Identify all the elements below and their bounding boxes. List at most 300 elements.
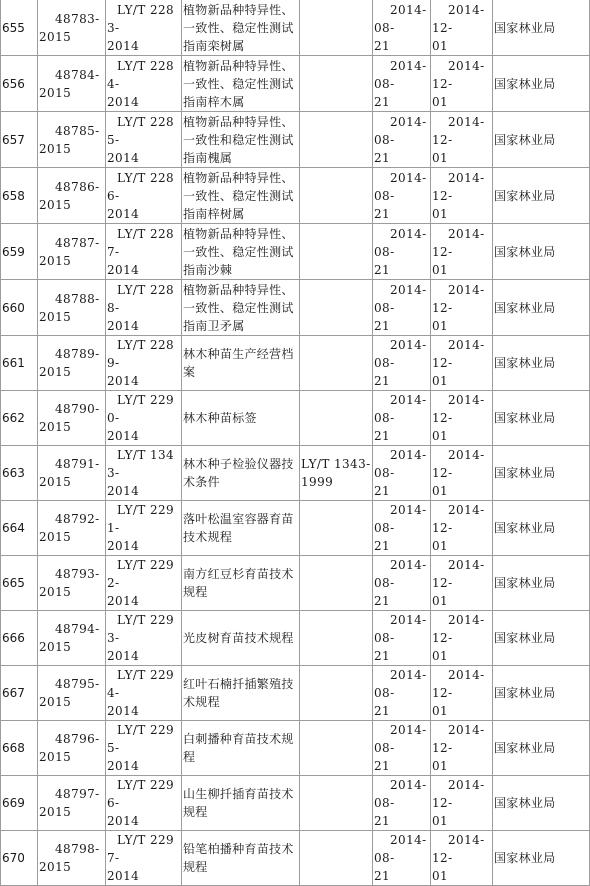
standard-number: [38, 501, 106, 556]
standard-number: [38, 611, 106, 666]
standard-number-text: 2015: [39, 29, 72, 44]
standard-name-text: 规程: [183, 805, 208, 819]
standard-name-text: 南方红豆杉育苗技术: [183, 567, 294, 581]
standard-code-text: LY/T 2289-: [107, 338, 175, 370]
standard-number: [38, 446, 106, 501]
standard-code: [106, 611, 182, 666]
standard-code-text: LY/T 2297-: [107, 833, 175, 865]
issuing-authority-text: 国家林业局: [494, 741, 556, 755]
standard-code: [106, 168, 182, 224]
standard-name: [182, 56, 300, 112]
replaced-standard: [300, 0, 373, 56]
standard-name-text: 术条件: [183, 475, 220, 489]
standard-code-text: 2014: [107, 869, 140, 883]
table-row: [1, 556, 590, 611]
publish-date-text: 2014-08-: [374, 833, 427, 865]
standard-code-text: 2014: [107, 318, 140, 333]
standard-name: [182, 391, 300, 446]
publish-date-text: 21: [374, 374, 391, 388]
standard-code: [106, 391, 182, 446]
standard-code-text: 2014: [107, 539, 140, 553]
standard-name-text: 规程: [183, 585, 208, 599]
row-number: [1, 776, 38, 831]
effective-date-text: 2014-12-: [432, 503, 485, 535]
issuing-authority: [493, 391, 590, 446]
standard-number-text: 48790-: [55, 402, 100, 416]
effective-date: [431, 611, 493, 666]
publish-date-text: 21: [374, 704, 391, 718]
standard-code: [106, 776, 182, 831]
effective-date: [431, 168, 493, 224]
standard-number-text: 2015: [39, 85, 72, 100]
standard-code: [106, 446, 182, 501]
standard-name-text: 植物新品种特异性、: [183, 226, 294, 241]
issuing-authority: [493, 831, 590, 886]
row-number-text: 666: [2, 631, 25, 645]
standard-name-text: 光皮树育苗技术规程: [183, 631, 294, 645]
publish-date-text: 2014-08-: [374, 448, 427, 480]
publish-date-text: 2014-08-: [374, 393, 427, 425]
standard-code-text: 2014: [107, 94, 140, 109]
publish-date-text: 2014-08-: [374, 226, 427, 259]
standard-code-text: LY/T 2296-: [107, 778, 175, 810]
publish-date-text: 21: [374, 94, 391, 109]
table-row: [1, 666, 590, 721]
publish-date: [373, 391, 431, 446]
row-number-text: 662: [2, 411, 25, 425]
effective-date-text: 01: [432, 206, 449, 221]
row-number-text: 663: [2, 466, 25, 480]
standard-name-text: 指南梓木属: [183, 94, 245, 109]
standard-number-text: 48797-: [55, 787, 100, 801]
standard-number-text: 48787-: [55, 235, 100, 250]
effective-date-text: 2014-12-: [432, 282, 485, 315]
standard-code-text: 2014: [107, 374, 140, 388]
table-row: [1, 391, 590, 446]
effective-date-text: 01: [432, 869, 449, 883]
effective-date: [431, 776, 493, 831]
issuing-authority-text: 国家林业局: [494, 76, 556, 91]
table-row: [1, 224, 590, 280]
effective-date: [431, 280, 493, 336]
standard-code: [106, 336, 182, 391]
effective-date: [431, 666, 493, 721]
standard-number-text: 48784-: [55, 67, 100, 82]
replaced-standard: [300, 168, 373, 224]
standard-code-text: 2014: [107, 206, 140, 221]
row-number-text: 658: [2, 188, 25, 203]
replaced-standard: [300, 56, 373, 112]
row-number-text: 664: [2, 521, 25, 535]
issuing-authority-text: 国家林业局: [494, 300, 556, 315]
effective-date: [431, 446, 493, 501]
standard-code-text: LY/T 2294-: [107, 668, 175, 700]
standard-code-text: 2014: [107, 262, 140, 277]
effective-date-text: 2014-12-: [432, 393, 485, 425]
effective-date-text: 2014-12-: [432, 778, 485, 810]
effective-date-text: 2014-12-: [432, 226, 485, 259]
standard-code-text: LY/T 2286-: [107, 170, 175, 203]
standard-name-text: 一致性、稳定性测试: [183, 188, 294, 203]
replaced-standard-text: LY/T 1343-: [301, 457, 371, 471]
standard-code-text: 2014: [107, 704, 140, 718]
standard-code-text: 2014: [107, 484, 140, 498]
publish-date: [373, 56, 431, 112]
publish-date-text: 2014-08-: [374, 338, 427, 370]
table-row: [1, 168, 590, 224]
publish-date-text: 21: [374, 649, 391, 663]
standard-name-text: 植物新品种特异性、: [183, 282, 294, 297]
issuing-authority-text: 国家林业局: [494, 686, 556, 700]
effective-date-text: 01: [432, 539, 449, 553]
issuing-authority: [493, 112, 590, 168]
effective-date: [431, 721, 493, 776]
publish-date: [373, 280, 431, 336]
standard-name: [182, 224, 300, 280]
replaced-standard: [300, 721, 373, 776]
publish-date: [373, 112, 431, 168]
standard-name-text: 案: [183, 365, 196, 379]
standard-name-text: 山生柳扦插育苗技术: [183, 787, 294, 801]
issuing-authority-text: 国家林业局: [494, 356, 556, 370]
table-row: [1, 721, 590, 776]
standard-number-text: 48794-: [55, 622, 100, 636]
standard-number-text: 48786-: [55, 179, 100, 194]
issuing-authority: [493, 56, 590, 112]
row-number-text: 657: [2, 132, 25, 147]
effective-date: [431, 112, 493, 168]
row-number: [1, 336, 38, 391]
standard-number-text: 2015: [39, 530, 72, 544]
publish-date-text: 2014-08-: [374, 668, 427, 700]
table-row: [1, 56, 590, 112]
issuing-authority-text: 国家林业局: [494, 132, 556, 147]
standard-code: [106, 831, 182, 886]
standard-number-text: 2015: [39, 695, 72, 709]
effective-date-text: 2014-12-: [432, 338, 485, 370]
standard-code: [106, 556, 182, 611]
row-number: [1, 391, 38, 446]
publish-date: [373, 776, 431, 831]
row-number: [1, 666, 38, 721]
publish-date-text: 21: [374, 594, 391, 608]
publish-date-text: 2014-08-: [374, 723, 427, 755]
publish-date-text: 2014-08-: [374, 613, 427, 645]
publish-date-text: 21: [374, 206, 391, 221]
standard-number-text: 2015: [39, 365, 72, 379]
publish-date-text: 2014-08-: [374, 170, 427, 203]
row-number-text: 665: [2, 576, 25, 590]
standard-name-text: 铅笔柏播种育苗技术: [183, 842, 294, 856]
standard-name-text: 指南槐属: [183, 150, 233, 165]
standard-code: [106, 501, 182, 556]
effective-date: [431, 56, 493, 112]
standard-name-text: 技术规程: [183, 530, 233, 544]
standard-number: [38, 56, 106, 112]
row-number-text: 655: [2, 20, 25, 35]
table-body: [1, 0, 590, 886]
issuing-authority-text: 国家林业局: [494, 20, 556, 35]
standard-number: [38, 721, 106, 776]
standard-name: [182, 336, 300, 391]
standard-name-text: 植物新品种特异性、: [183, 58, 294, 73]
effective-date-text: 01: [432, 484, 449, 498]
row-number-text: 669: [2, 796, 25, 810]
standard-name: [182, 446, 300, 501]
issuing-authority-text: 国家林业局: [494, 576, 556, 590]
standard-name-text: 白刺播种育苗技术规: [183, 732, 294, 746]
standard-number-text: 2015: [39, 141, 72, 156]
issuing-authority: [493, 556, 590, 611]
publish-date-text: 21: [374, 869, 391, 883]
publish-date-text: 21: [374, 539, 391, 553]
issuing-authority: [493, 501, 590, 556]
table-row: [1, 501, 590, 556]
table-row: [1, 831, 590, 886]
effective-date-text: 01: [432, 38, 449, 53]
publish-date: [373, 0, 431, 56]
standard-number-text: 2015: [39, 197, 72, 212]
effective-date: [431, 556, 493, 611]
standard-code-text: LY/T 2293-: [107, 613, 175, 645]
standard-name-text: 植物新品种特异性、: [183, 170, 294, 185]
publish-date-text: 21: [374, 814, 391, 828]
standard-name-text: 一致性、稳定性测试: [183, 76, 294, 91]
publish-date: [373, 446, 431, 501]
issuing-authority: [493, 224, 590, 280]
effective-date-text: 2014-12-: [432, 170, 485, 203]
effective-date-text: 01: [432, 374, 449, 388]
publish-date: [373, 611, 431, 666]
row-number: [1, 831, 38, 886]
publish-date-text: 2014-08-: [374, 114, 427, 147]
publish-date-text: 21: [374, 38, 391, 53]
standard-name: [182, 666, 300, 721]
effective-date-text: 2014-12-: [432, 668, 485, 700]
standard-name-text: 一致性、稳定性测试: [183, 300, 294, 315]
standard-code: [106, 280, 182, 336]
publish-date-text: 2014-08-: [374, 58, 427, 91]
standard-number-text: 2015: [39, 750, 72, 764]
standard-code-text: LY/T 2283-: [107, 2, 175, 35]
issuing-authority-text: 国家林业局: [494, 244, 556, 259]
table-row: [1, 280, 590, 336]
replaced-standard: [300, 776, 373, 831]
row-number: [1, 280, 38, 336]
standard-code-text: 2014: [107, 150, 140, 165]
table-row: [1, 611, 590, 666]
standard-code: [106, 112, 182, 168]
publish-date-text: 21: [374, 759, 391, 773]
row-number: [1, 112, 38, 168]
standard-name-text: 一致性和稳定性测试: [183, 132, 294, 147]
publish-date: [373, 556, 431, 611]
issuing-authority: [493, 280, 590, 336]
standard-name: [182, 501, 300, 556]
publish-date-text: 21: [374, 429, 391, 443]
effective-date-text: 01: [432, 704, 449, 718]
effective-date-text: 2014-12-: [432, 2, 485, 35]
effective-date-text: 01: [432, 814, 449, 828]
standard-code: [106, 224, 182, 280]
effective-date-text: 2014-12-: [432, 723, 485, 755]
row-number: [1, 556, 38, 611]
replaced-standard: [300, 391, 373, 446]
effective-date: [431, 336, 493, 391]
issuing-authority: [493, 168, 590, 224]
effective-date: [431, 501, 493, 556]
effective-date-text: 2014-12-: [432, 833, 485, 865]
replaced-standard: [300, 336, 373, 391]
issuing-authority-text: 国家林业局: [494, 188, 556, 203]
standard-name-text: 林木种苗标签: [183, 411, 257, 425]
standard-number-text: 48792-: [55, 512, 100, 526]
publish-date: [373, 666, 431, 721]
publish-date: [373, 501, 431, 556]
effective-date: [431, 0, 493, 56]
replaced-standard: [300, 831, 373, 886]
standard-name-text: 落叶松温室容器育苗: [183, 512, 294, 526]
table-row: [1, 446, 590, 501]
standard-code: [106, 666, 182, 721]
standard-name-text: 一致性、稳定性测试: [183, 20, 294, 35]
issuing-authority: [493, 666, 590, 721]
standard-name-text: 一致性、稳定性测试: [183, 244, 294, 259]
issuing-authority-text: 国家林业局: [494, 851, 556, 865]
table-row: [1, 336, 590, 391]
standard-name: [182, 112, 300, 168]
standard-name: [182, 831, 300, 886]
row-number: [1, 721, 38, 776]
standard-code: [106, 721, 182, 776]
replaced-standard: [300, 666, 373, 721]
effective-date-text: 01: [432, 262, 449, 277]
standard-number: [38, 280, 106, 336]
standard-number-text: 48795-: [55, 677, 100, 691]
replaced-standard-text: 1999: [301, 475, 334, 489]
standard-name: [182, 0, 300, 56]
standard-number: [38, 391, 106, 446]
row-number-text: 668: [2, 741, 25, 755]
row-number: [1, 0, 38, 56]
row-number: [1, 56, 38, 112]
row-number-text: 656: [2, 76, 25, 91]
publish-date: [373, 721, 431, 776]
replaced-standard: [300, 611, 373, 666]
issuing-authority-text: 国家林业局: [494, 796, 556, 810]
replaced-standard: [300, 556, 373, 611]
standard-code-text: LY/T 2285-: [107, 114, 175, 147]
standard-code-text: LY/T 2288-: [107, 282, 175, 315]
publish-date: [373, 168, 431, 224]
standard-number-text: 48791-: [55, 457, 100, 471]
standard-name-text: 林木种子检验仪器技: [183, 457, 294, 471]
standard-name: [182, 721, 300, 776]
row-number-text: 659: [2, 244, 25, 259]
standard-number-text: 48798-: [55, 842, 100, 856]
standard-name: [182, 776, 300, 831]
row-number-text: 670: [2, 851, 25, 865]
effective-date-text: 2014-12-: [432, 114, 485, 147]
row-number: [1, 446, 38, 501]
standard-name-text: 植物新品种特异性、: [183, 114, 294, 129]
standard-code-text: LY/T 2295-: [107, 723, 175, 755]
standard-number-text: 2015: [39, 309, 72, 324]
standard-number-text: 48793-: [55, 567, 100, 581]
publish-date-text: 21: [374, 262, 391, 277]
publish-date: [373, 831, 431, 886]
table-row: [1, 776, 590, 831]
standard-name-text: 植物新品种特异性、: [183, 2, 294, 17]
row-number: [1, 224, 38, 280]
effective-date: [431, 831, 493, 886]
standard-number-text: 2015: [39, 860, 72, 874]
effective-date-text: 01: [432, 94, 449, 109]
issuing-authority-text: 国家林业局: [494, 631, 556, 645]
standard-name-text: 红叶石楠扦插繁殖技: [183, 677, 294, 691]
publish-date-text: 2014-08-: [374, 778, 427, 810]
publish-date-text: 2014-08-: [374, 2, 427, 35]
standard-number-text: 48785-: [55, 123, 100, 138]
standard-code-text: 2014: [107, 38, 140, 53]
standard-number: [38, 224, 106, 280]
effective-date-text: 01: [432, 150, 449, 165]
standard-name-text: 规程: [183, 860, 208, 874]
effective-date-text: 2014-12-: [432, 558, 485, 590]
standard-name-text: 指南卫矛属: [183, 318, 245, 333]
standard-code-text: LY/T 2284-: [107, 58, 175, 91]
standard-number-text: 2015: [39, 805, 72, 819]
standard-name-text: 林木种苗生产经营档: [183, 347, 294, 361]
standard-name: [182, 556, 300, 611]
standard-code-text: 2014: [107, 594, 140, 608]
standard-name: [182, 611, 300, 666]
table-row: [1, 0, 590, 56]
standard-code-text: 2014: [107, 429, 140, 443]
standard-number: [38, 776, 106, 831]
standard-number: [38, 831, 106, 886]
replaced-standard: [300, 446, 373, 501]
standard-code-text: 2014: [107, 814, 140, 828]
standard-code: [106, 0, 182, 56]
standard-number: [38, 168, 106, 224]
issuing-authority: [493, 336, 590, 391]
standard-name: [182, 280, 300, 336]
effective-date-text: 01: [432, 594, 449, 608]
issuing-authority: [493, 611, 590, 666]
standard-number-text: 2015: [39, 253, 72, 268]
standard-code-text: LY/T 2292-: [107, 558, 175, 590]
issuing-authority: [493, 776, 590, 831]
publish-date-text: 2014-08-: [374, 282, 427, 315]
issuing-authority: [493, 0, 590, 56]
standard-name-text: 指南栾树属: [183, 38, 245, 53]
standard-number: [38, 0, 106, 56]
standard-code-text: LY/T 2287-: [107, 226, 175, 259]
standard-code-text: LY/T 1343-: [107, 448, 175, 480]
standard-number-text: 48789-: [55, 347, 100, 361]
standard-number-text: 48788-: [55, 291, 100, 306]
effective-date-text: 2014-12-: [432, 448, 485, 480]
publish-date-text: 21: [374, 150, 391, 165]
standard-name-text: 程: [183, 750, 196, 764]
effective-date-text: 2014-12-: [432, 58, 485, 91]
replaced-standard: [300, 112, 373, 168]
effective-date-text: 2014-12-: [432, 613, 485, 645]
standard-code-text: LY/T 2291-: [107, 503, 175, 535]
standard-number-text: 2015: [39, 475, 72, 489]
standard-number: [38, 666, 106, 721]
